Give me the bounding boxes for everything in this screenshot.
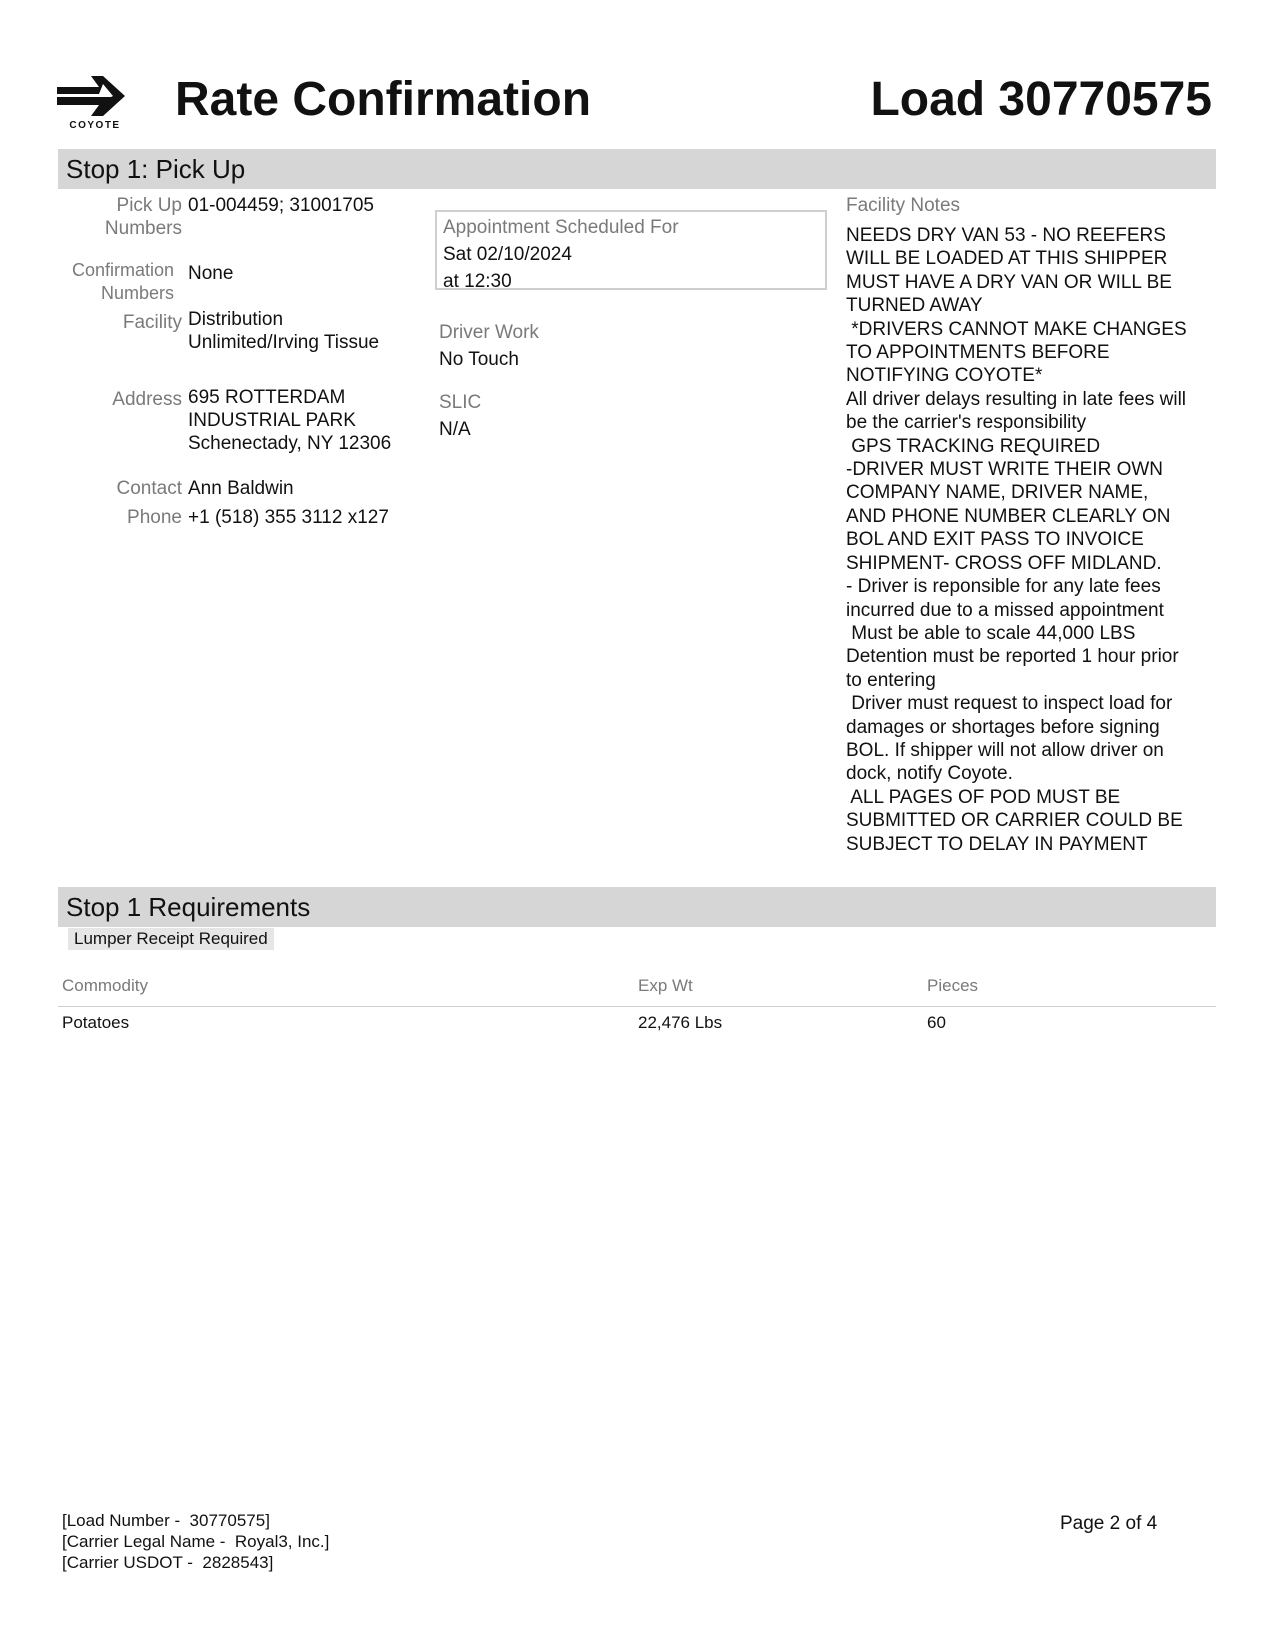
footer-load-number: [Load Number - 30770575]	[62, 1511, 270, 1530]
note-line: *DRIVERS CANNOT MAKE CHANGES	[846, 318, 1187, 340]
appointment-label: Appointment Scheduled For	[443, 217, 679, 238]
note-line: incurred due to a missed appointment	[846, 599, 1164, 621]
contact-value: Ann Baldwin	[188, 478, 294, 499]
note-line: - Driver is reponsible for any late fees	[846, 576, 1161, 598]
facility-notes-label: Facility Notes	[846, 195, 961, 216]
facility-notes	[846, 224, 1218, 856]
note-line: MUST HAVE A DRY VAN OR WILL BE	[846, 271, 1172, 293]
note-line: TURNED AWAY	[846, 295, 983, 317]
cell-exp-wt: 22,476 Lbs	[638, 1013, 723, 1032]
note-line: SUBJECT TO DELAY IN PAYMENT	[846, 833, 1148, 855]
confirmation-numbers-value: None	[188, 263, 234, 284]
appointment-box	[435, 210, 827, 290]
note-line: COMPANY NAME, DRIVER NAME,	[846, 482, 1149, 504]
note-line: -DRIVER MUST WRITE THEIR OWN	[846, 459, 1164, 481]
confirmation-numbers-label: Confirmation Numbers	[71, 260, 174, 303]
facility-value: Distribution Unlimited/Irving Tissue	[188, 309, 380, 353]
note-line: NEEDS DRY VAN 53 - NO REEFERS	[846, 225, 1166, 246]
note-line: Driver must request to inspect load for	[846, 693, 1173, 715]
footer-usdot: [Carrier USDOT - 2828543]	[62, 1553, 274, 1572]
note-line: to entering	[846, 669, 936, 691]
phone-label: Phone	[127, 507, 182, 528]
col-header-exp-wt: Exp Wt	[638, 976, 693, 995]
note-line: NOTIFYING COYOTE*	[846, 365, 1043, 387]
note-line: SUBMITTED OR CARRIER COULD BE	[846, 810, 1183, 832]
cell-pieces: 60	[927, 1013, 946, 1032]
address-label: Address	[112, 389, 182, 410]
note-line: WILL BE LOADED AT THIS SHIPPER	[846, 248, 1168, 270]
note-line: AND PHONE NUMBER CLEARLY ON	[846, 505, 1171, 527]
stop1-requirements-header: Stop 1 Requirements	[58, 887, 1216, 927]
note-line: GPS TRACKING REQUIRED	[846, 435, 1101, 457]
address-value: 695 ROTTERDAM INDUSTRIAL PARK Schenectady, NY 12306	[188, 387, 392, 454]
logo-wordmark: COYOTE	[69, 120, 121, 131]
driver-work-value: No Touch	[439, 349, 519, 370]
footer-carrier-name: [Carrier Legal Name - Royal3, Inc.]	[62, 1532, 330, 1551]
slic-value: N/A	[439, 419, 471, 440]
note-line: All driver delays resulting in late fees will	[846, 388, 1187, 410]
lumper-receipt-badge: Lumper Receipt Required	[68, 928, 274, 950]
page-title: Rate Confirmation	[175, 73, 592, 126]
col-header-commodity: Commodity	[62, 976, 148, 995]
note-line: TO APPOINTMENTS BEFORE	[846, 342, 1110, 364]
col-header-pieces: Pieces	[927, 976, 979, 995]
facility-label: Facility	[122, 312, 182, 333]
coyote-logo-icon	[55, 70, 135, 118]
phone-value: +1 (518) 355 3112 x127	[188, 507, 389, 528]
note-line: Must be able to scale 44,000 LBS	[846, 622, 1136, 644]
appointment-time: at 12:30	[443, 271, 512, 292]
note-line: SHIPMENT- CROSS OFF MIDLAND.	[846, 552, 1162, 574]
pickup-numbers-value: 01-004459; 31001705	[188, 195, 374, 216]
note-line: be the carrier's responsibility	[846, 412, 1087, 434]
load-number-heading: Load 30770575	[870, 73, 1212, 126]
note-line: BOL. If shipper will not allow driver on	[846, 739, 1164, 761]
page-number: Page 2 of 4	[1060, 1513, 1158, 1534]
note-line: damages or shortages before signing	[846, 716, 1160, 738]
driver-work-label: Driver Work	[439, 322, 539, 343]
slic-label: SLIC	[439, 392, 482, 413]
contact-label: Contact	[116, 478, 182, 499]
table-divider	[58, 1006, 1216, 1007]
pickup-numbers-label: Pick Up Numbers	[104, 195, 182, 239]
stop1-section-header: Stop 1: Pick Up	[58, 149, 1216, 189]
note-line: Detention must be reported 1 hour prior	[846, 646, 1179, 668]
cell-commodity: Potatoes	[62, 1013, 130, 1032]
note-line: dock, notify Coyote.	[846, 763, 1013, 785]
appointment-date: Sat 02/10/2024	[443, 244, 572, 265]
note-line: ALL PAGES OF POD MUST BE	[846, 786, 1121, 808]
footer-carrier-info	[62, 1510, 329, 1573]
note-line: BOL AND EXIT PASS TO INVOICE	[846, 529, 1144, 551]
coyote-logo	[55, 70, 135, 136]
